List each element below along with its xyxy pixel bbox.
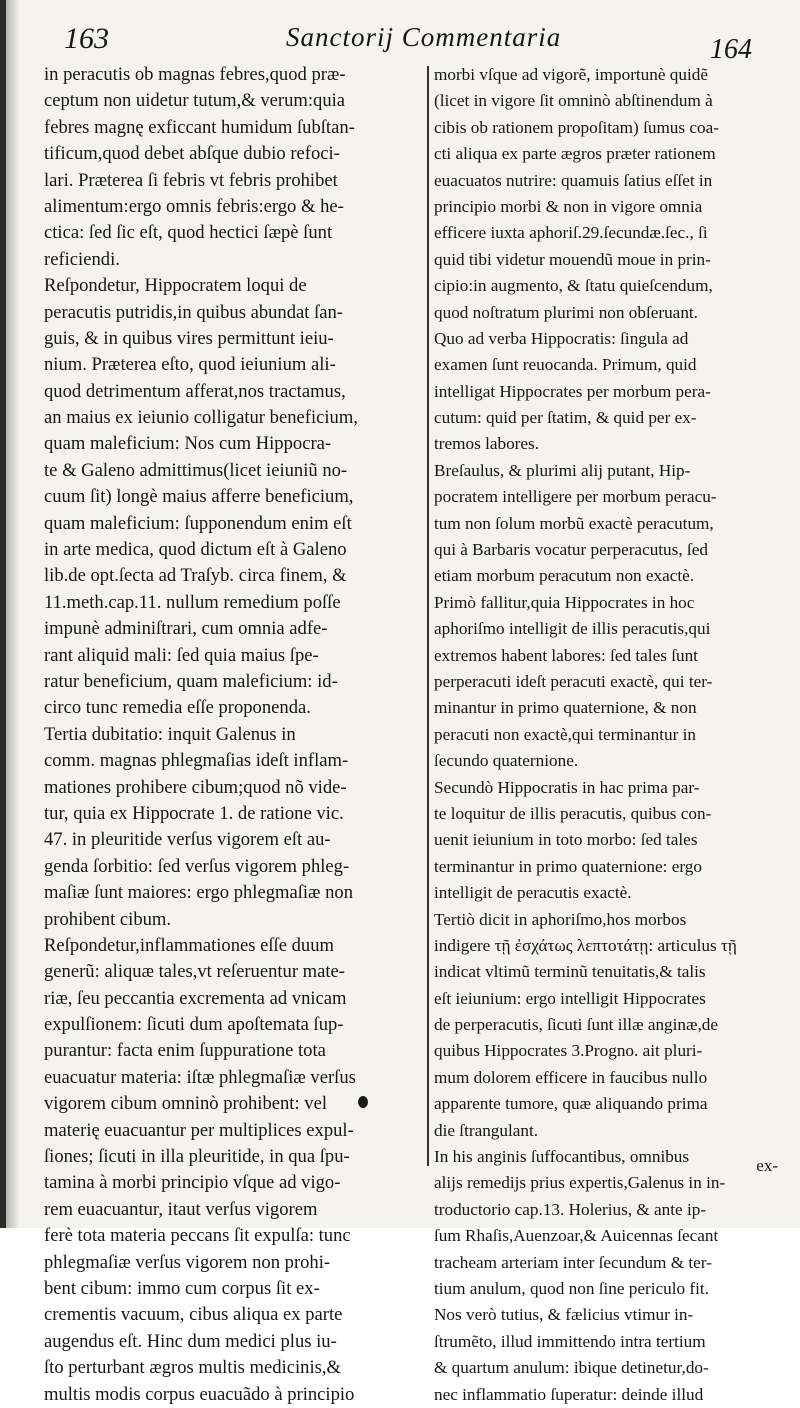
text-line: ſiones; ſicuti in illa pleuritide, in qua ſpu-	[44, 1146, 350, 1168]
text-line: (licet in vigore ſit omninò abſtinendum à	[434, 91, 713, 111]
text-line: ferè tota materia peccans ſit expulſa: tunc	[44, 1225, 351, 1247]
text-line: quod detrimentum afferat,nos tractamus,	[44, 380, 346, 402]
text-line: pocratem intelligere per morbum peracu-	[434, 487, 717, 507]
text-line: Tertia dubitatio: inquit Galenus in	[44, 723, 296, 745]
text-line: indigere τῇ ἐσχάτως λεπτοτάτῃ: articulus τῇ	[434, 935, 737, 955]
ink-blot	[358, 1096, 368, 1108]
text-line: ſto perturbant ægros multis medicinis,&	[44, 1357, 341, 1379]
text-line: expulſionem: ſicuti dum apoſtemata ſup-	[44, 1014, 344, 1036]
text-line: quod noſtratum plurimi non obſeruant.	[434, 302, 698, 322]
text-line: cipio:in augmento, & ſtatu quieſcendum,	[434, 276, 713, 296]
text-line: tamina à morbi principio vſque ad vigo-	[44, 1172, 341, 1194]
text-line: perperacuti ideſt peracuti exactè, qui ter-	[434, 671, 713, 691]
text-line: augendus eſt. Hinc dum medici plus iu-	[44, 1330, 337, 1352]
text-line: impunè adminiſtrari, cum omnia adfe-	[44, 618, 328, 640]
text-line: mum dolorem efficere in faucibus nullo	[434, 1067, 708, 1087]
text-line: genda ſorbitio: ſed verſus vigorem phleg-	[44, 855, 350, 877]
left-text-column	[44, 62, 422, 1408]
running-title: Sanctorij Commentaria	[286, 22, 562, 52]
text-line: quam maleficium: ſupponendum enim eſt	[44, 512, 352, 534]
text-line: purantur: facta enim ſuppuratione tota	[44, 1040, 326, 1062]
text-line: quam maleficium: Nos cum Hippocra-	[44, 433, 332, 455]
text-line: minantur in primo quaternione, & non	[434, 698, 697, 718]
text-line: maſiæ ſunt maiores: ergo phlegmaſiæ non	[44, 882, 353, 904]
text-line: 11.meth.cap.11. nullum remedium poſſe	[44, 591, 341, 613]
text-line: febres magnę exficcant humidum ſubſtan-	[44, 116, 355, 138]
text-line: cti aliqua ex parte ægros præter rationem	[434, 144, 716, 164]
right-text-column	[434, 62, 786, 1408]
text-line: te loquitur de illis peracutis, quibus con-	[434, 803, 712, 823]
text-line: tificum,quod debet abſque dubio refoci-	[44, 143, 340, 165]
text-line: crementis vacuum, cibus aliqua ex parte	[44, 1304, 343, 1326]
text-line: die ſtrangulant.	[434, 1120, 539, 1140]
text-line: 47. in pleuritide verſus vigorem eſt au-	[44, 829, 331, 851]
text-line: nium. Præterea eſto, quod ieiunium ali-	[44, 354, 336, 376]
text-line: alimentum:ergo omnis febris:ergo & he-	[44, 195, 344, 217]
text-line: Secundò Hippocratis in hac prima par-	[434, 777, 700, 797]
text-line: tremos labores.	[434, 434, 540, 454]
text-line: efficere iuxta aphoriſ.29.ſecundæ.ſec., ſi	[434, 223, 708, 243]
page-number-left: 163	[64, 22, 109, 55]
text-line: principio morbi & non in vigore omnia	[434, 196, 703, 216]
text-line: Primò fallitur,quia Hippocrates in hoc	[434, 592, 695, 612]
text-line: te & Galeno admittimus(licet ieiuniũ no-	[44, 459, 348, 481]
text-line: prohibent cibum.	[44, 908, 172, 930]
text-line: riæ, ſeu peccantia excrementa ad vnicam	[44, 987, 347, 1009]
text-line: ſtrumẽto, illud immittendo intra tertium	[434, 1331, 706, 1351]
text-line: Nos verò tutius, & fælicius vtimur in-	[434, 1305, 694, 1325]
page-number-right: 164	[710, 34, 752, 65]
text-line: & quartum anulum: ibique detinetur,do-	[434, 1358, 709, 1378]
text-line: cibis ob rationem propoſitam) ſumus coa-	[434, 117, 719, 137]
text-line: examen ſunt reuocanda. Primum, quid	[434, 355, 697, 375]
text-line: tur, quia ex Hippocrate 1. de ratione vic.	[44, 802, 344, 824]
text-line: peracuti non exactè,qui terminantur in	[434, 724, 697, 744]
text-line: an maius ex ieiunio colligatur beneficium,	[44, 407, 358, 429]
text-line: aphoriſmo intelligit de illis peracutis,qui	[434, 619, 711, 639]
text-line: ſecundo quaternione.	[434, 751, 579, 771]
binding-shadow	[6, 0, 20, 1228]
text-line: intelligit de peracutis exactè.	[434, 883, 632, 903]
text-line: In his anginis ſuffocantibus, omnibus	[434, 1147, 690, 1167]
text-line: tum non ſolum morbũ exactè peracutum,	[434, 513, 714, 533]
text-line: in peracutis ob magnas febres,quod præ-	[44, 64, 346, 85]
text-line: etiam morbum peracutum non exactè.	[434, 566, 695, 586]
text-line: Breſaulus, & plurimi alij putant, Hip-	[434, 460, 691, 480]
text-line: cuum ſit) longè maius afferre beneficium,	[44, 486, 354, 508]
text-line: alijs remedijs prius expertis,Galenus in in-	[434, 1173, 726, 1193]
text-line: troductorio cap.13. Holerius, & ante ip-	[434, 1199, 707, 1219]
text-line: reficiendi.	[44, 248, 120, 270]
text-line: guis, & in quibus vires permittunt ieiu-	[44, 327, 334, 349]
text-line: eſt ieiunium: ergo intelligit Hippocrates	[434, 988, 706, 1008]
text-line: uenit ieiunium in toto morbo: ſed tales	[434, 830, 698, 850]
text-line: mationes prohibere cibum;quod nõ vide-	[44, 776, 347, 798]
text-line: intelligat Hippocrates per morbum pera-	[434, 381, 711, 401]
text-line: morbi vſque ad vigorẽ, importunè quidẽ	[434, 65, 708, 84]
text-line: Reſpondetur, Hippocratem loqui de	[44, 275, 307, 297]
text-line: generũ: aliquæ tales,vt reſeruentur mate-	[44, 961, 345, 983]
text-line: de perperacutis, ſicuti ſunt illæ anginæ,de	[434, 1015, 719, 1035]
text-line: Tertiò dicit in aphoriſmo,hos morbos	[434, 909, 687, 929]
text-line: bent cibum: immo cum corpus ſit ex-	[44, 1277, 320, 1299]
text-line: tium anulum, quod non ſine periculo fit.	[434, 1278, 709, 1298]
text-line: euacuatur materia: iſtæ phlegmaſiæ verſus	[44, 1066, 356, 1088]
text-line: comm. magnas phlegmaſias ideſt inflam-	[44, 750, 349, 772]
text-line: qui à Barbaris vocatur perperacutus, ſed	[434, 540, 708, 560]
catchword: ex-	[756, 1156, 778, 1175]
text-line: multis modis corpus euacuãdo à principio	[44, 1383, 355, 1405]
text-line: phlegmaſiæ verſus vigorem non prohi-	[44, 1251, 331, 1273]
text-line: in arte medica, quod dictum eſt à Galeno	[44, 539, 347, 561]
column-divider	[427, 66, 429, 1166]
text-line: Reſpondetur,inflammationes eſſe duum	[44, 934, 334, 956]
text-line: tracheam arteriam inter ſecundum & ter-	[434, 1252, 712, 1272]
text-line: nec inflammatio ſuperatur: deinde illud	[434, 1384, 704, 1404]
text-line: circo tunc remedia eſſe proponenda.	[44, 697, 311, 719]
text-line: lari. Præterea ſi febris vt febris prohibet	[44, 169, 338, 191]
text-line: ſum Rhaſis,Auenzoar,& Auicennas ſecant	[434, 1226, 719, 1246]
page-header	[46, 16, 760, 65]
text-line: euacuatos nutrire: quamuis ſatius eſſet in	[434, 170, 713, 190]
text-line: cutum: quid per ſtatim, & quid per ex-	[434, 408, 697, 428]
text-line: ratur beneficium, quam maleficium: id-	[44, 670, 338, 692]
text-line: apparente tumore, quæ aliquando prima	[434, 1094, 708, 1114]
text-line: rant aliquid mali: ſed quia maius ſpe-	[44, 644, 319, 666]
text-line: vigorem cibum omninò prohibent: vel	[44, 1093, 327, 1115]
text-line: ctica: ſed ſic eſt, quod hectici ſæpè ſunt	[44, 222, 333, 244]
text-line: materię euacuantur per multiplices expul-	[44, 1119, 354, 1141]
text-line: terminantur in primo quaternione: ergo	[434, 856, 702, 876]
text-line: rem euacuantur, itaut verſus vigorem	[44, 1198, 318, 1220]
text-line: quibus Hippocrates 3.Progno. ait pluri-	[434, 1041, 703, 1061]
text-line: lib.de opt.ſecta ad Traſyb. circa finem, &	[44, 565, 347, 587]
text-line: indicat vltimũ terminũ tenuitatis,& talis	[434, 962, 706, 982]
text-line: peracutis putridis,in quibus abundat ſan-	[44, 301, 343, 323]
text-line: quid tibi videtur mouendũ moue in prin-	[434, 249, 711, 269]
text-line: Quo ad verba Hippocratis: ſingula ad	[434, 328, 689, 348]
text-line: extremos habent labores: ſed tales ſunt	[434, 645, 698, 665]
text-line: ceptum non uidetur tutum,& verum:quia	[44, 90, 346, 112]
